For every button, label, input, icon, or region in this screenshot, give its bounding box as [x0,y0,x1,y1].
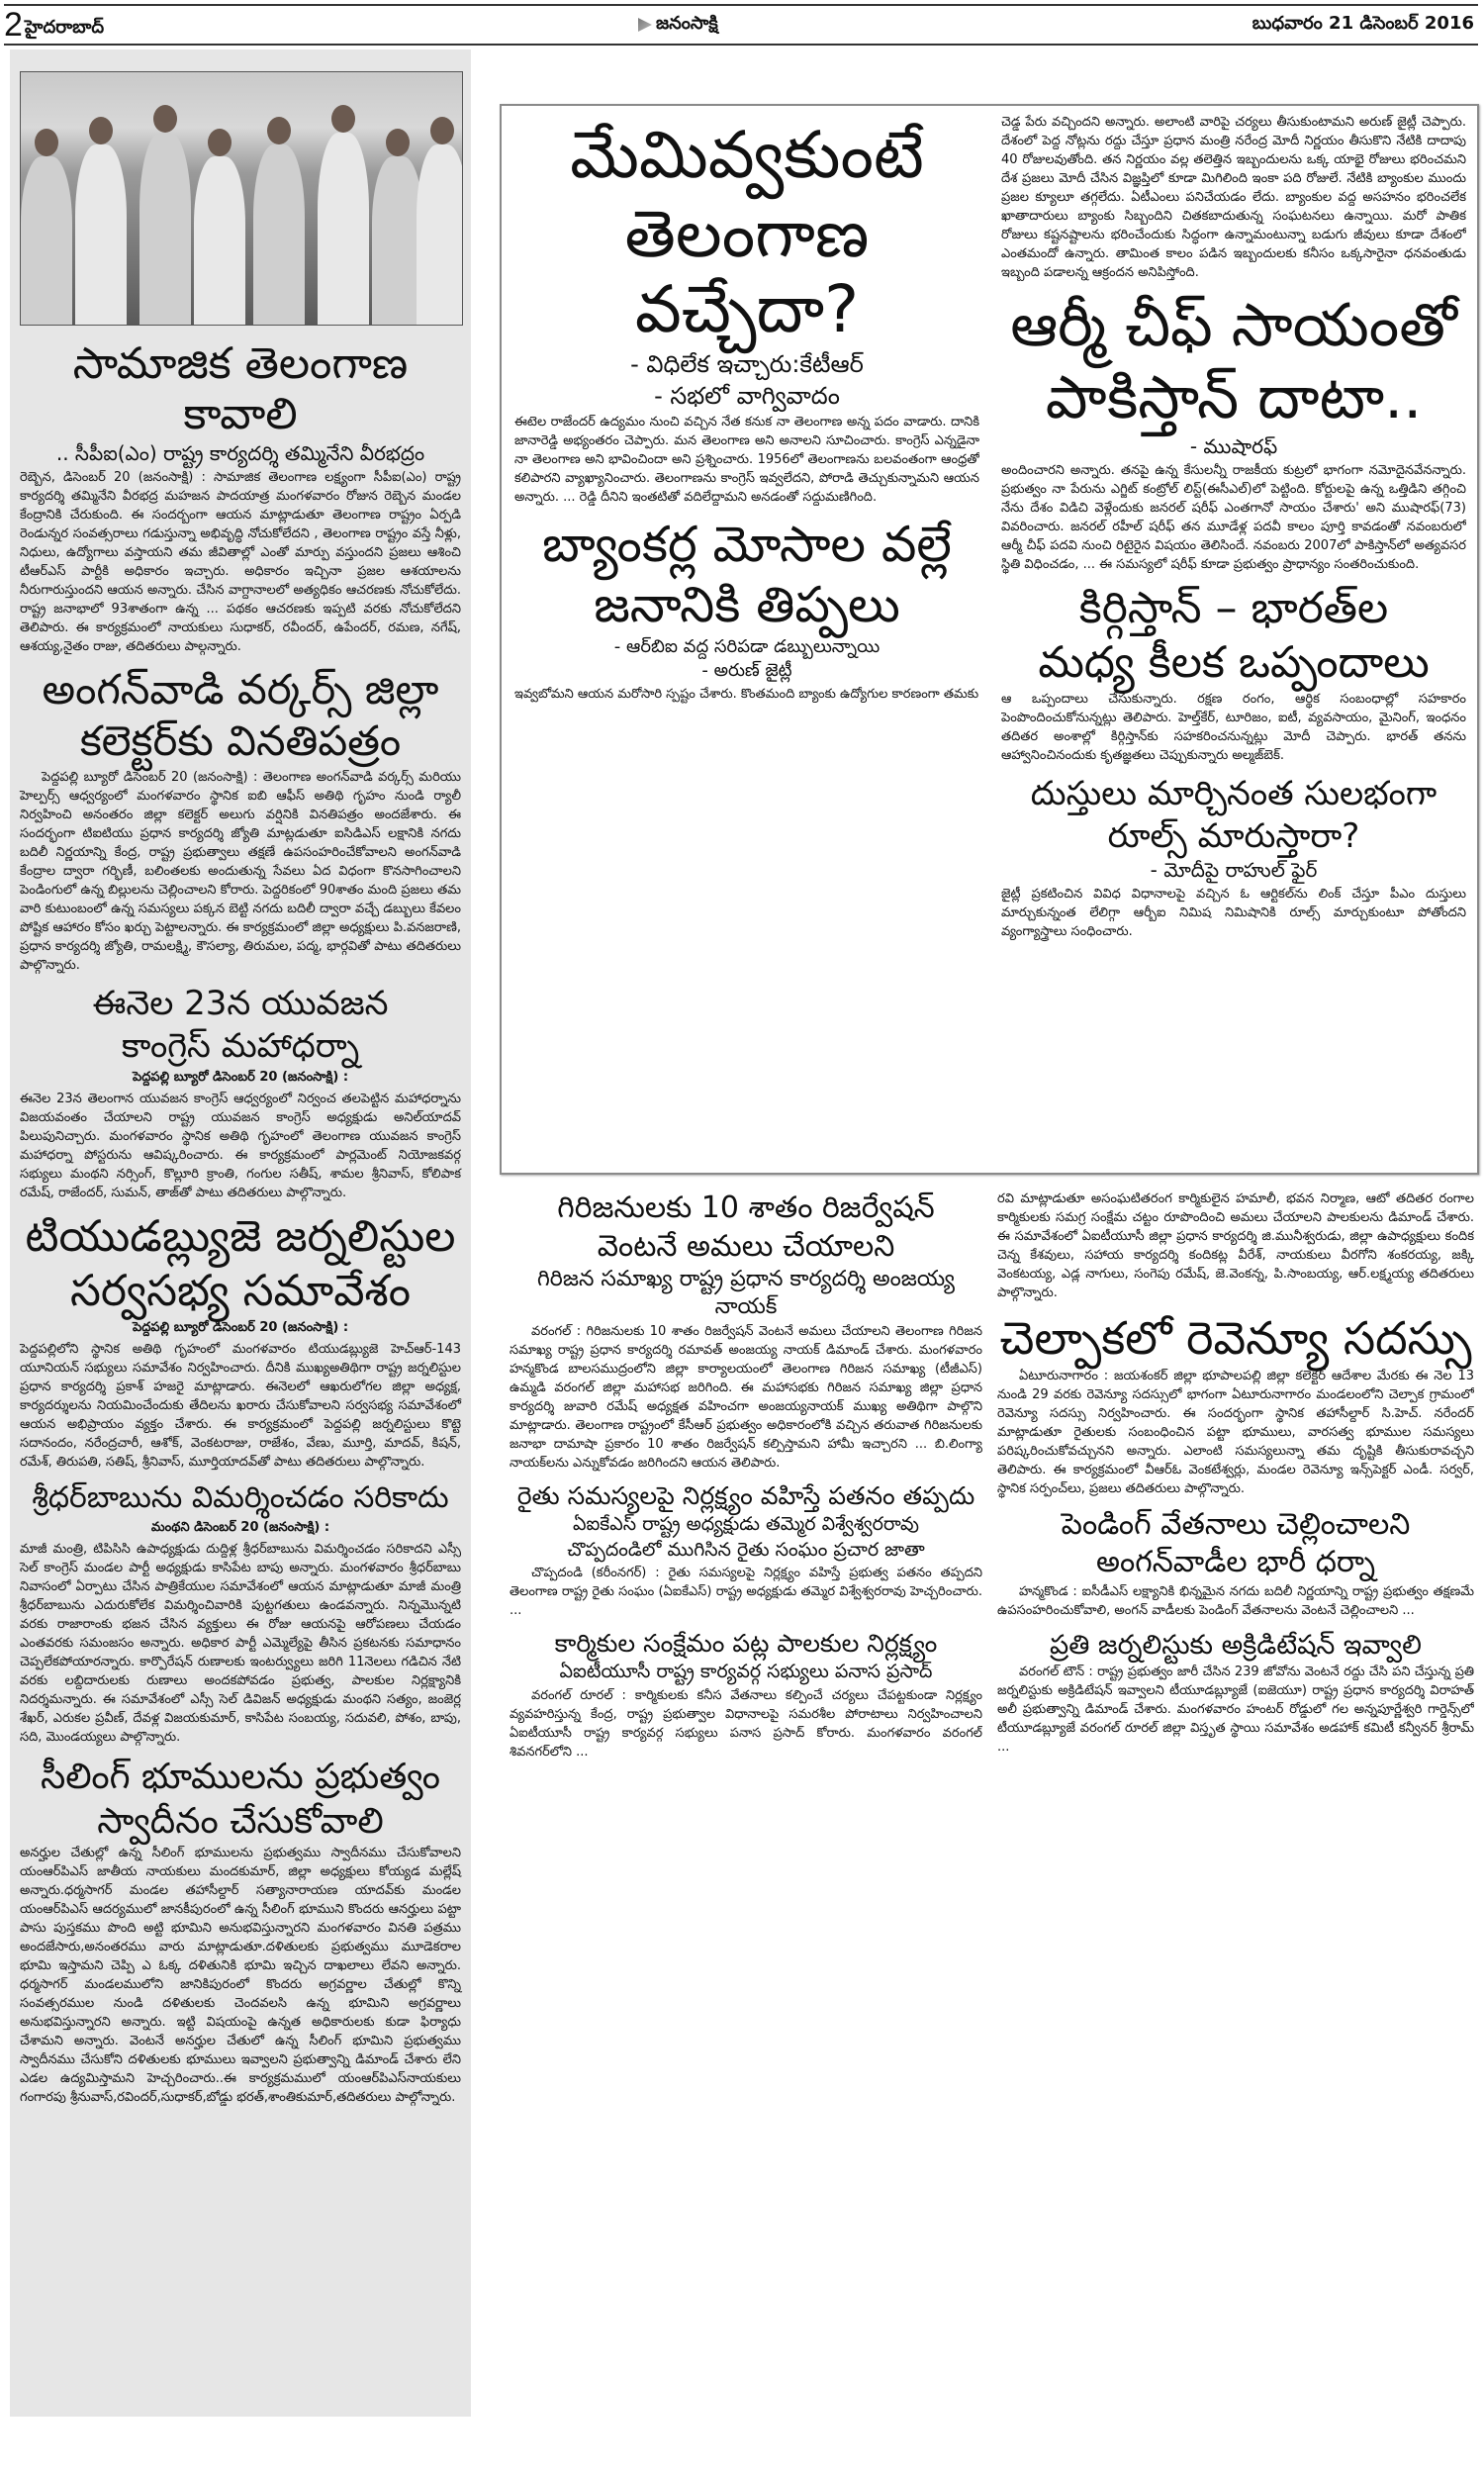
photo-person-head [89,117,113,144]
headline: పెండింగ్ వేతనాలు చెల్లించాలని [1061,1506,1411,1542]
subheadline: - విధిలేక ఇచ్చారు:కేటీఆర్ [630,349,864,378]
photo-person-figure [21,156,72,325]
newspaper-logo [638,13,718,38]
photo-person-head [386,129,410,156]
headline: కిర్గిస్తాన్ – భారత్‌ల [1078,583,1389,633]
photo-person-figure [75,144,127,325]
subheadline: - అరుణ్ జైట్లీ [701,660,792,682]
headline: తెలంగాణ వచ్చేదా? [624,195,870,347]
news-article [510,1482,982,1620]
headline: సామాజిక తెలంగాణ కావాలి [72,338,409,439]
article-body: రవి మాట్లాడుతూ అసంఘటితరంగ కార్మికులైన హమాలీ, భవన నిర్మాణ, ఆటో తదితర రంగాల కార్మికులకు సమగ్ర సంక్షేమ చట్టం రూపొందించి అమలు చేయాలని పాలకులను డిమాండ్ చేశారు. ఈ సమావేశంలో ఏఐటీయూసీ జిల్లా ప్రధాన కార్యదర్శి జి.మునీశ్వరుడు, జిల్లా ఉపాధ్యక్షులు కందిక చెన్న కేశవులు, సహాయ కార్యదర్శి కందికట్ల వీరేశ్, నాయకులు వీరగోని శంకరయ్య, జక్కి వెంకటయ్య, ఎడ్ల నాగులు, సంగెపు రమేష్, జె.వెంకన్న, పి.సాంబయ్య, ఆర్.లక్ష్మయ్య తదితరులు పాల్గొన్నారు. [997,1191,1474,1300]
news-article [1001,775,1466,941]
photo-person-figure [318,133,369,325]
news-article [997,1508,1474,1620]
headline: మేమివ్వకుంటే [570,117,924,193]
news-photo [20,71,463,326]
headline: కార్మికుల సంక్షేమం పట్ల పాలకుల నిర్లక్ష్యం [554,1629,938,1659]
article-body: ఆ ఒప్పందాలు చేసుకున్నారు. రక్షణ రంగం, ఆర్థిక సంబంధాల్లో సహకారం పెంపొందించుకోనున్నట్లు తెలిపారు. హెల్త్‌కేర్, టూరిజం, ఐటీ, వ్యవసాయం, మైనింగ్, ఇంధనం తదితర అంశాల్లో కిర్గిస్తాన్‌కు సహకరించనున్నట్లు మోదీ చెప్పారు. భారత్ తనను ఆహ్వానించినందుకు కృతజ్ఞతలు చెప్పుకున్నారు అల్మజ్‌బెక్. [1001,692,1466,764]
headline: ఆర్మీ చీఫ్ సాయంతో [1010,291,1457,360]
photo-person-head [267,117,291,144]
news-article [1001,584,1466,765]
headline: ఈనెల 23న యువజన [92,983,389,1023]
headline: టియుడబ్ల్యుజె జర్నలిస్టుల [25,1210,456,1262]
headline: పాకిస్తాన్ దాటా.. [1045,363,1423,432]
news-article [1001,113,1466,282]
news-article [997,1630,1474,1757]
headline: సీలింగ్ భూములను ప్రభుత్వం [40,1756,441,1797]
headline: దుస్తులు మార్చినంత సులభంగా [1030,774,1438,814]
headline: కలెక్టర్‌కు వినతిపత్రం [79,716,402,766]
newspaper-name: జనంసాక్షి [655,12,718,34]
photo-person-head [208,129,232,156]
news-article [997,1312,1474,1498]
article-body: చొప్పదండి (కరీంనగర్) : రైతు సమస్యలపై నిర్లక్ష్యం వహిస్తే ప్రభుత్వ పతనం తప్పదని తెలంగాణ రాష్ట్ర రైతు సంఘం (ఏఐకేఎస్) రాష్ట్ర అధ్యక్షుడు తమ్మెర విశ్వేశ్వరరావు హెచ్చరించారు. ... [510,1566,982,1619]
headline: మధ్య కీలక ఒప్పందాలు [1038,636,1430,688]
headline: గిరిజనులకు 10 శాతం రిజర్వేషన్ [557,1190,935,1225]
headline: కాంగ్రెస్ మహాధర్నా [121,1025,360,1066]
headline: రూల్స్ మారుస్తారా? [1107,816,1360,857]
right-bottom-column [997,1188,1474,2469]
photo-person-head [153,105,177,133]
news-article [20,985,461,1202]
photo-person-head [430,117,454,144]
news-article [510,1630,982,1761]
headline: ప్రతి జర్నలిస్టుకు అక్రిడిటేషన్ ఇవ్వాలి [1050,1629,1422,1661]
headline: సర్వసభ్య సమావేశం [69,1265,412,1316]
subheadline: ఏఐటీయూసీ రాష్ట్ర కార్యవర్గ సభ్యులు పనాస ప్రసాద్ [559,1661,933,1682]
photo-person-figure [139,133,191,325]
logo-icon [638,18,652,32]
article-body: ఇవ్వబోమని ఆయన మరోసారి స్పష్టం చేశారు. కొంతమంది బ్యాంకు ఉద్యోగుల కారణంగా తమకు [514,686,979,702]
photo-person-head [331,105,355,133]
article-body: రెబ్బెన, డిసెంబర్ 20 (జనంసాక్షి) : సామాజిక తెలంగాణ లక్ష్యంగా సీపీఐ(ఎం) రాష్ట్ర కార్యదర్శి తమ్మినేని వీరభద్ర మహజన పాదయాత్ర మంగళవారం రోజున రెబ్బెన మండల కేంద్రానికి చేరుకుంది. ఈ సందర్బంగా ఆయన మాట్లాడుతూ తెలంగాణ రాష్ట్రం ఏర్పడి రెండున్నర సంవత్సరాలు గడుస్తున్నా అభివృద్ధి నోచుకోలేదని , తెలంగాణ రాష్ట్రం వస్తే నీళ్లు, నిధులు, ఉద్యోగాలు వస్తాయని తమ జీవితాల్లో ఎంతో మార్పు వస్తుందని ప్రజలు ఆశించి టీఆర్ఎస్ పార్టీకి అధికారం ఇచ్చారు. అధికారం ఇచ్చినా ప్రజల ఆశయాలను నీరుగారుస్తుందని ఆయన అన్నారు. చేసిన వాగ్దానాలలో అత్యధికం ఆచరణకు నోచుకోలేదు. రాష్ట్ర జనాభాలో 93శాతంగా ఉన్న ... పథకం ఆచరణకు ఇప్పటి వరకు నోచుకోలేదని తెలిపారు. ఈ కార్యక్రమంలో నాయకులు సుధాకర్, రవీందర్, ఉపేందర్, రమణ, నగేష్, ఆశయ్య,నైతం రాజు, తదితరులు పాల్గన్నారు. [20,470,461,655]
article-body: వరంగల్ టౌన్ : రాష్ట్ర ప్రభుత్వం జారీ చేసిన 239 జోవోను వెంటనే రద్దు చేసి పని చేస్తున్న ప్రతి జర్నలిస్టుకు అక్రిడిటేషన్ ఇవ్వాలని టీయూడబ్ల్యూజే (ఐజెయూ) రాష్ట్ర ప్రధాన కార్యదర్శి విరాహత్ అలీ ప్రభుత్వాన్ని డిమాండ్ చేశారు. మంగళవారం హంటర్ రోడ్డులో గల అన్నపూర్ణేశ్వరి గార్డెన్స్‌లో టీయూడబ్ల్యూజే వరంగల్ రూరల్ జిల్లా విస్తృత స్థాయి సమావేశం అడహాక్ కమిటీ కన్వీనర్ శ్రీరామ్ ... [997,1664,1474,1755]
news-article [514,517,979,704]
photo-person-figure [253,144,305,325]
headline: స్వాదీనం చేసుకోవాలి [97,1801,384,1843]
news-article [20,71,461,656]
masthead [4,4,1478,46]
news-article [20,1212,461,1472]
article-body: ఈనెల 23న తెలంగాన యువజన కాంగ్రెస్ ఆధ్వర్యంలో నిర్వంచ తలపెట్టిన మహాధర్నాను విజయవంతం చేయాలని రాష్ట్ర యువజన కాంగ్రెస్ అధ్యక్షుడు అనిల్‌యాదవ్ పిలుపునిచ్చారు. మంగళవారం స్థానిక అతిథి గృహంలో తెలంగాణ యువజన కాంగ్రెస్ మహాధర్నా పోస్టరును ఆవిష్కరించారు. ఈ కార్యక్రమంలో పార్లమెంట్ నియోజకవర్గ సభ్యులు మంథని నర్సింగ్, కొల్లూరి క్రాంతి, గంగుల సతీష్, శామల శ్రీనివాస్, కోలిపాక రమేష్, రాజేందర్, సుమన్, తాజ్‌తో పాటు తదితరులు పాల్గొన్నారు. [20,1091,461,1200]
subheadline: చొప్పదండిలో ముగిసిన రైతు సంఘం ప్రచార జాతా [567,1538,925,1561]
issue-date: బుధవారం 21 డిసెంబర్ 2016 [1252,12,1474,34]
subheadline: గిరిజన సమాఖ్య రాష్ట్ర ప్రధాన కార్యదర్శి అంజయ్య నాయక్ [536,1267,955,1319]
article-body: అనర్హుల చేతుల్లో ఉన్న సీలింగ్ భూములను ప్రభుత్వము స్వాదీనము చేసుకోవాలని యంఆర్‌పిఎస్ జాతీయ నాయకులు మందకుమార్, జిల్లా అధ్యక్షులు కోయ్యడ మల్లేష్ అన్నారు.ధర్మసాగర్ మండల తహాసీల్దార్ సత్యానారాయణ యాదవ్‌కు మండల యంఆర్‌పిఎస్ ఆదర్యములో జానకీపురంలో ఉన్న సీలింగ్ భూముని కొందరు ఆనర్హులు పట్టా పాసు పుస్తకము పొంది అట్టి భూమిని అనుభవిస్తున్నారని మంగళవారం వినతి పత్రము అందజేసారు,అనంతరము వారు మాట్లాడుతూ.దళితులకు ప్రభుత్వము మూడెకరాల భూమి ఇస్తామని చెప్పి ఎ ఓక్క దళితునికి భూమి ఇచ్చిన దాఖలాలు లేవని అన్నారు. ధర్మసాగర్ మండలములోని జానికిపురంలో కొందరు అగ్రవర్ణాల చేతుల్లో కొన్ని సంవత్సరముల నుండి దళితులకు చెందవలసి ఉన్న భూమిని అగ్రవర్ణాలు అనుభవిస్తున్నారని అన్నారు. ఇట్టి విషయంపై ఉన్నత అధికారులకు కుడా ఫిర్యాధు చేశామని అన్నారు. వెంటనే అనర్హుల చేతులో ఉన్న సీలింగ్ భూమిని ప్రభుత్వము స్వాదీనము చేసుకోని దళితులకు భూములు ఇవ్వాలని ప్రభుత్వాన్ని డిమాండ్ చేశారు లేని ఎడల ఉద్యమిస్తామని హెచ్చరించారు..ఈ కార్యక్రమములో యంఆర్‌పిఎస్‌నాయకులు గంగారపు శ్రీనువాస్,రవిందర్,సుధాకర్,బోడ్డు భరత్,శాంతికుమార్,తదితరులు పాల్గోన్నారు. [20,1846,461,2106]
news-article [1001,292,1466,574]
article-body: వరంగల్ రూరల్ : కార్మికులకు కనీస వేతనాలు కల్పించే చర్యలు చేపట్టకుండా నిర్లక్ష్యం వ్యవహరిస్తున్న కేంద్ర, రాష్ట్ర ప్రభుత్వాల విధానాలపై సమరశీల పోరాటాలు నిర్వహించాలని ఏఐటీయూసీ రాష్ట్ర కార్యవర్గ సభ్యులు పనాస ప్రసాద్ కోరారు. మంగళవారం వరంగల్ శివనగర్‌లోని ... [510,1687,982,1760]
subheadline: - ఆర్‌బిఐ వద్ద సరిపడా డబ్బులున్నాయి [613,635,881,657]
news-article [20,666,461,975]
headline: అంగన్‌వాడి వర్కర్స్ జిల్లా [42,665,439,714]
news-article [997,1190,1474,1302]
dateline: పెద్దపల్లి బ్యూరో డిసెంబర్ 20 (జనంసాక్షి) : [132,1069,349,1085]
article-body: ఏటూరునాగారం : జయశంకర్ జిల్లా భూపాలపల్లి జిల్లా కలెక్టర్ ఆదేశాల మేరకు ఈ నెల 13 నుండి 29 వరకు రెవెన్యూ సదస్సులో భాగంగా ఏటూరునాగారం మండలంలోని చెల్పాక గ్రామంలో రెవెన్యూ సదస్సు నిర్వహించారు. ఈ సందర్భంగా స్థానిక తహాసీల్దార్ సి.హెచ్. నరేందర్ మాట్లాడుతూ రైతులకు సంబంధించిన పట్టా భూములు, వారసత్వ భూముల సమస్యలు పరిష్కరించుకోవచ్చునని అన్నారు. ఎలాంటి సమస్యలున్నా తమ దృష్టికి తీసుకురావచ్చని తెలిపారు. ఈ కార్యక్రమంలో వీఆర్‌ఓ వెంకటేశ్వర్లు, మండల రెవెన్యూ ఇన్స్‌పెక్టర్ ఎండీ. సర్వర్, స్థానిక సర్పంచ్‌లు, ప్రజలు తదితరులు పాల్గొన్నారు. [997,1368,1474,1496]
subheadline: - మోదీపై రాహుల్ ఫైర్ [1150,858,1318,883]
subheadline: ఏఐకేఎస్ రాష్ట్ర అధ్యక్షుడు తమ్మెర విశ్వేశ్వరరావు [572,1512,920,1535]
article-body: వరంగల్ : గిరిజనులకు 10 శాతం రిజర్వేషన్ వెంటనే అమలు చేయాలని తెలంగాణ గిరిజన సమాఖ్య రాష్ట్ర ప్రధాన కార్యదర్శి రమావత్ అంజయ్య నాయక్ డిమాండ్ చేశారు. మంగళవారం హన్మకొండ బాలసముద్రంలోని జిల్లా కార్యాలయంలో తెలంగాణ గిరిజన సమాఖ్య (టీజీఎస్) ఉమ్మడి వరంగల్ జిల్లా మహాసభ జరిగింది. ఈ మహాసభకు గిరిజన సమాఖ్య జిల్లా ప్రధాన కార్యదర్శి జువారి రమేష్ అధ్యక్షత వహించగా అంజయ్యనాయక్ ముఖ్య అతిథిగా పాల్గొని మాట్లాడారు. తెలంగాణ రాష్ట్రంలో కేసీఆర్ ప్రభుత్వం అధికారంలోకి వచ్చిన తరువాత గిరిజనులకు జనాభా దామాషా ప్రకారం 10 శాతం రిజర్వేషన్ కల్పిస్తామని హామీ ఇచ్చారని ... బి.లింగ్యా నాయక్‌లను ఎన్నుకోవడం జరిగిందని ఆయన తెలిపారు. [510,1324,982,1471]
subheadline: - ముషారఫ్ [1189,434,1278,458]
page-label [4,8,104,42]
article-body: జైట్లీ ప్రకటించిన వివిధ విధానాలపై వచ్చిన ఓ ఆర్టికల్‌ను లింక్ చేస్తూ పీఎం దుస్తులు మార్చుకున్నంత లేలిగ్గా ఆర్బీఐ నిమిష నిమిషానికి రూల్స్ మార్చుకుంటూ పోతోందని వ్యంగ్యాస్త్రాలు సంధించారు. [1001,887,1466,940]
news-article [20,1481,461,1747]
middle-top-column [514,114,979,1163]
photo-person-figure [194,156,245,325]
headline: రైతు సమస్యలపై నిర్లక్ష్యం వహిస్తే పతనం తప్పదు [516,1481,975,1510]
news-article [20,1757,461,2108]
middle-bottom-column [510,1188,982,2469]
article-body: మాజీ మంత్రి, టిపిసిసి ఉపాధ్యక్షుడు దుద్దిళ్ల శ్రీధర్‌బాబును విమర్శించడం సరికాదని ఎస్సీ సెల్ కాంగ్రెస్ మండల పార్టీ అధ్యక్షుడు కాసిపేట బాపు అన్నారు. మంగళవారం శ్రీధర్‌బాబు నివాసంలో ఏర్పాటు చేసిన పాత్రికేయుల సమావేశంలో ఆయన మాట్లాడుతూ మాజీ మంత్రి శ్రీధర్‌బాబును ఎదురుకోలేక విమర్శించివారికి పుట్టగతులు ఉండవన్నారు. నిన్నమొన్నటి వరకు రాజారాంకు భజన చేసిన వ్యక్తులు ఈ రోజు ఆయనపై ఆరోపణలు చేయడం ఎంతవరకు సమంజసం అన్నారు. అధికార పార్టీ ఎమ్మెల్యేపై తీసిన ప్రకటనకు సమాధానం చెప్పలేకపోయారన్నారు. కార్పొరేషన్ రుణాలకు ఇంటర్వ్యులు జరిగి 11నెలలు గడిచిన నేటి వరకు లబ్దిదారులకు రుణాలు అందకపోవడం ప్రభుత్వ, పాలకుల నిర్లక్ష్యానికి నిదర్శమన్నారు. ఈ సమావేశంలో ఎస్సీ సెల్ డివిజన్ అధ్యక్షుడు మంథని సత్యం, జంజెర్ల శేఖర్, ఎరుకల ప్రవీణ్, దేవళ్ల విజయకుమార్, కాసిపేట సంబయ్య, సదువలి, పోశం, బాపు, సది, మొండయ్యలు పాల్గొన్నారు. [20,1541,461,1745]
article-body: హన్మకొండ : ఐసీడీఎస్ లక్ష్యానికి భిన్నమైన నగదు బదిలీ నిర్ణయాన్ని రాష్ట్ర ప్రభుత్వం తక్షణమే ఉపసంహరించుకోవాలి, అంగన్ వాడీలకు పెండింగ్ వేతనాలను వెంటనే చెల్లించాలని ... [997,1583,1474,1618]
left-column [10,49,471,2417]
article-body: అందించారని అన్నారు. తనపై ఉన్న కేసులన్నీ రాజకీయ కుట్రలో భాగంగా నమోదైనవేనన్నారు. ప్రభుత్వం నా పేరును ఎగ్జిట్ కంట్రోల్ లిస్ట్(ఈసీఎల్)లో పెట్టింది. కోర్టులపై ఉన్న ఒత్తిడిని తగ్గించి నేను దేశం విడిచి వెళ్లేందుకు జనరల్ షరీఫ్ ఎంతగానో సాయం చేశారు' అని ముషారఫ్(73) వివరించారు. జనరల్ రహీల్ షరీఫ్ తన మూడేళ్ల పదవీ కాలం పూర్తి కావడంతో నవంబరులో ఆర్మీ చీఫ్ పదవి నుంచి రిటైరైన విషయం తెలిసిందే. నవంబరు 2007లో పాకిస్తాన్‌లో అత్యవసర స్థితి విధించడం, ... ఈ సమస్యలో షరీఫ్ కూడా ప్రభుత్వం ప్రాధాన్యం సంతరించుకుంది. [1001,463,1466,572]
news-article [510,1191,982,1473]
headline: బ్యాంకర్ల మోసాల వల్లే [542,515,952,573]
article-body: ఈటెల రాజేందర్ ఉద్యమం నుంచి వచ్చిన నేత కనుక నా తెలంగాణ అన్న పదం వాడారు. దానికి జానారెడ్డి అభ్యంతరం చెప్పారు. మన తెలంగాణ అని అనాలని సూచించారు. కాంగ్రెస్ ఎన్నడైనా నా తెలంగాణ అని భావించిందా అని ప్రశ్నించారు. 1956లో తెలంగాణను బలవంతంగా ఆంధ్రతో కలిపారని వ్యాఖ్యానించారు. తెలంగాణను కాంగ్రెస్ ఇవ్వలేదని, పోరాడి తెచ్చుకున్నామని ఆయన అన్నారు. ... రెడ్డి దీనిని ఇంతటితో వదిలేద్దామని అనడంతో సద్దుమణిగింది. [514,414,979,505]
headline: అంగన్‌వాడీల భారీ ధర్నా [1096,1545,1375,1580]
headline: శ్రీధర్‌బాబును విమర్శించడం సరికాదు [32,1480,449,1516]
photo-person-figure [417,144,463,325]
headline: వెంటనే అమలు చేయాలని [597,1228,895,1264]
dateline: పెద్దపల్లి బ్యూరో డిసెంబర్ 20 (జనంసాక్షి) : [132,1320,349,1336]
right-top-column [1001,111,1466,1165]
edition-city: హైదరాబాద్ [24,17,105,38]
headline: చెల్పాకలో రెవెన్యూ సదస్సు [999,1311,1472,1365]
news-article [514,118,979,507]
headline: జనానికి తిప్పలు [594,576,900,634]
article-body: చెడ్డ పేరు వచ్చిందని అన్నారు. అలాంటి వారిపై చర్యలు తీసుకుంటామని అరుణ్ జైట్లీ చెప్పారు. దేశంలో పెద్ద నోట్లను రద్దు చేస్తూ ప్రధాన మంత్రి నరేంద్ర మోదీ నిర్ణయం తీసుకొని నేటికి దాదాపు 40 రోజులవుతోంది. తన నిర్ణయం వల్ల తలెత్తిన ఇబ్బందులను ఒక్క యాభై రోజులు భరించమని దేశ ప్రజలు మోదీ చేసిన విజ్ఞప్తిలో కూడా మిగిలింది ఇంకా పది రోజులే. నేటికి బ్యాంకుల ముందు ప్రజల క్యూలూ తగ్గలేదు. ఏటీఎంలు పనిచేయడం లేదు. బ్యాంకుల వద్ద అసహనం భరించలేక ఖాతాదారులు బ్యాంకు సిబ్బందిని చితకబాదుతున్న సంఘటనలు ఉన్నాయి. మరో పాతిక రోజులు కష్టనష్టాలను భరించేందుకు సిద్ధంగా ఉన్నామంటున్నా బడుగు జీవులు కూడా దేశంలో ఎంతమందో ఉన్నారు. తామింత కాలం పడిన ఇబ్బందులకు కనీసం ఒక్కసారైనా ధనవంతుడు ఇబ్బంది పడాలన్న ఆక్రందన అనిపిస్తోంది. [1001,115,1466,280]
subheadline: .. సీపీఐ(ఎం) రాష్ట్ర కార్యదర్శి తమ్మినేని వీరభద్రం [55,441,425,466]
dateline: మంథని డిసెంబర్ 20 (జనంసాక్షి) : [150,1519,330,1535]
page-number: 2 [4,6,23,44]
article-body: పెద్దపల్లిలోని స్థానిక అతిథి గృహంలో మంగళవారం టియుడబ్ల్యుజె హెచ్ఆర్-143 యూనియన్ సభ్యులు సమావేశం నిర్వహించారు. దీనికి ముఖ్యఅతిథిగా రాష్ట్ర జర్నలిస్టుల ప్రధాన కార్యదర్శి ప్రకాశ్ హజరై మాట్లాడారు. ఈనెలలో ఆఖరులోగల జిల్లా అధ్యక్ష, కార్యదర్శులను నియమించేందుకు తేదిలను ఖరారు చేసుకోవాలని సర్వసభ్య సమావేశంలో ఆయన అభిప్రాయం వ్యక్తం చేశారు. ఈ కార్యక్రమంలో పెద్దపల్లి జర్నలిస్టులు కొట్టె సదానందం, నరేంద్రచారీ, ఆశోక్, వెంకటరాజు, రాజేశం, వేణు, మూర్తి, మాదవ్, కిషన్, రమేశ్, తిరుపతి, సతిష్, శ్రీనివాస్, మూర్తియాదవ్‌తో పాటు తదితరులు పాల్గొన్నారు. [20,1342,461,1471]
photo-person-head [35,129,58,156]
article-body: పెద్దపల్లి బ్యూరో డిసెంబర్ 20 (జనంసాక్షి) : తెలంగాణ అంగన్‌వాడి వర్కర్స్ మరియు హెల్పర్స్ ఆధ్వర్యంలో మంగళవారం స్థానిక ఐబి ఆఫీస్ అతిథి గృహం నుండి ర్యాలీ నిర్వహించి అనంతరం జిల్లా కలెక్టర్ అలుగు వర్షినికి వినతిపత్రం అందజేశారు. ఈ సందర్భంగా టిఐటియు ప్రధాన కార్యదర్శి జ్యోతి మాట్లడుతూ ఐసిడిఎస్ లక్షానికి నగదు బదిలీ నిర్ణయాన్ని కేంద్ర, రాష్ట్ర ప్రభుత్వాలు తక్షణే ఉపసంహరించేకోవాలని అంగన్‌వాడి కేంద్రాల ద్వారా గర్భిణీ, బలింతలకు అందుతున్న సేవలు ఏద విధంగా కొనసాగించాలని పెండింగులో ఉన్న బిల్లులను చెల్లించాలని కోరారు. పెద్దరికంలో 90శాతం మంది ప్రజలు తమ వారి కుటుంబంలో ఉన్న సమస్యలు పక్కన బెట్టి నగదు బదిలీ ద్వారా వచ్చే డబ్బులు కేవలం పోష్టిక ఆహారం కోసం ఖర్చు పెట్టాలన్నారు. ఈ కార్యక్రమంలో జిల్లా అధ్యక్షులు పి.వనజరాణి, ప్రధాన కార్యదర్శి జ్యోతి, రామలక్ష్మి, కౌసల్యా, తిరుమల, పద్మ, భార్గవితో పాటు తదితరులు పాల్గొన్నారు. [20,769,461,973]
subheadline: - సభలో వాగ్వివాదం [654,381,840,410]
